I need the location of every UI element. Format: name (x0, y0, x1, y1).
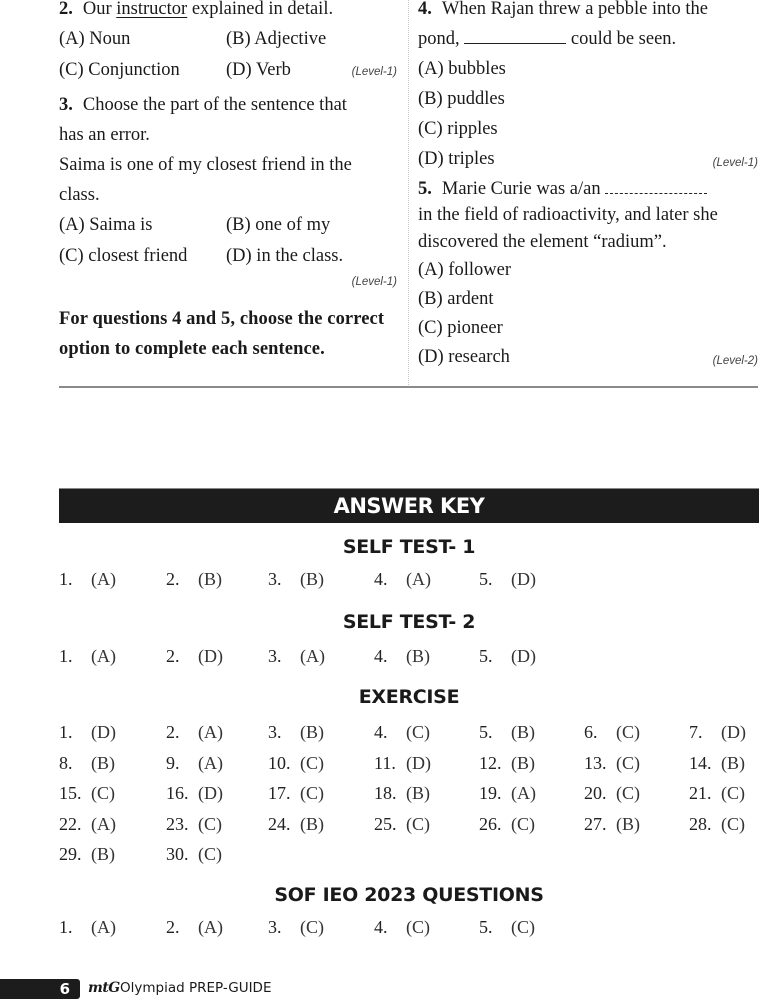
answer-option: (B) (511, 752, 535, 773)
answer-item (268, 812, 324, 836)
level-tag: (Level-2) (712, 355, 758, 367)
answer-item (166, 567, 222, 591)
answer-number: 29. (59, 844, 82, 864)
answer-number: 19. (479, 783, 502, 803)
answer-option: (C) (616, 752, 640, 773)
answer-item (59, 720, 116, 744)
question-number: 5. (418, 179, 432, 199)
answer-number: 17. (268, 783, 291, 803)
answer-option: (D) (198, 646, 223, 666)
answer-number: 25. (374, 813, 397, 834)
answer-row (59, 842, 759, 873)
answer-option: (A) (91, 813, 116, 834)
answer-item (374, 567, 431, 591)
answer-option: (B) (406, 783, 430, 803)
answer-item (479, 567, 536, 591)
level-tag: (Level-1) (351, 276, 397, 288)
answer-option: (D) (198, 783, 223, 803)
answer-item (479, 751, 535, 775)
answer-item (59, 751, 115, 775)
section-title-self-test-2: SELF TEST- 2 (342, 611, 476, 633)
column-divider (408, 0, 409, 385)
answers-self-test-2 (59, 644, 759, 675)
answer-number: 21. (689, 783, 712, 803)
answer-option: (C) (721, 813, 745, 834)
answer-option: (C) (721, 783, 745, 803)
question-2-options-row-2 (59, 55, 397, 86)
right-column (418, 0, 758, 372)
option-a: (A) Noun (59, 29, 131, 49)
answer-number: 5. (479, 722, 493, 742)
question-2-options-row-1 (59, 24, 397, 55)
answer-row (59, 812, 759, 843)
answer-option: (B) (406, 646, 430, 666)
answer-item (479, 915, 535, 939)
answer-number: 10. (268, 752, 291, 773)
answer-item (268, 567, 324, 591)
page-number: 6 (0, 979, 80, 999)
option-d: (D) research (Level-2) (418, 343, 758, 372)
answer-number: 4. (374, 569, 388, 589)
answer-number: 13. (584, 752, 607, 773)
answer-option: (B) (511, 722, 535, 742)
answer-number: 20. (584, 783, 607, 803)
answer-option: (C) (616, 783, 640, 803)
answer-item (689, 751, 745, 775)
answer-option: (D) (406, 752, 431, 773)
level-tag: (Level-1) (351, 66, 397, 78)
answer-number: 2. (166, 569, 180, 589)
answer-number: 3. (268, 646, 282, 666)
answer-number: 11. (374, 752, 396, 773)
answers-exercise (59, 720, 759, 873)
answer-option: (A) (511, 783, 536, 803)
answer-number: 16. (166, 783, 189, 803)
answer-item (59, 915, 116, 939)
section-title-exercise: EXERCISE (358, 686, 460, 708)
answer-item (584, 781, 640, 805)
answer-item (59, 567, 116, 591)
question-5-stem: 5. Marie Curie was a/an (418, 176, 758, 202)
answers-sof-ieo-2023 (59, 915, 759, 946)
answer-option: (C) (406, 917, 430, 937)
answer-number: 2. (166, 646, 180, 666)
question-4-stem: 4. When Rajan threw a pebble into the (418, 0, 708, 19)
answer-item (374, 644, 430, 668)
answer-option: (C) (511, 917, 535, 937)
answer-option: (C) (91, 783, 115, 803)
answer-option: (A) (91, 646, 116, 666)
answer-item (689, 720, 746, 744)
answer-item (374, 812, 430, 836)
answer-option: (D) (511, 646, 536, 666)
answer-item (268, 781, 324, 805)
answer-row (59, 644, 759, 675)
page-footer (0, 979, 759, 1000)
question-3-options-row-2 (59, 241, 397, 272)
answer-number: 3. (268, 722, 282, 742)
answer-item (479, 781, 536, 805)
answer-row (59, 720, 759, 751)
answer-option: (A) (198, 722, 223, 742)
answer-row (59, 751, 759, 782)
answer-option: (B) (616, 813, 640, 834)
fill-blank (464, 29, 566, 44)
underlined-word: instructor (116, 0, 188, 19)
answer-option: (C) (198, 813, 222, 834)
answer-number: 5. (479, 646, 493, 666)
answer-option: (B) (300, 813, 324, 834)
question-3-sentence: Saima is one of my closest friend in the (59, 155, 352, 175)
question-2-stem: 2. Our instructor explained in detail. (59, 0, 334, 19)
option-d: (D) in the class. (226, 246, 344, 266)
answer-number: 1. (59, 646, 73, 666)
answer-option: (C) (300, 917, 324, 937)
left-column (59, 0, 397, 364)
answer-number: 18. (374, 783, 397, 803)
answer-item (268, 915, 324, 939)
question-4-stem-line-2: pond, could be seen. (418, 29, 677, 49)
question-3-options-row-1 (59, 210, 397, 241)
answer-number: 4. (374, 646, 388, 666)
question-3-stem: 3. Choose the part of the sentence that (59, 95, 347, 115)
answer-item (479, 720, 535, 744)
option-b: (B) one of my (226, 215, 331, 235)
answer-option: (C) (300, 752, 324, 773)
answer-item (166, 812, 222, 836)
answer-number: 1. (59, 569, 73, 589)
option-a: (A) follower (418, 260, 511, 280)
option-a: (A) Saima is (59, 215, 153, 235)
answer-option: (A) (198, 917, 223, 937)
answer-item (166, 781, 223, 805)
answer-item (166, 644, 223, 668)
answer-option: (D) (721, 722, 746, 742)
instruction-line-2: option to complete each sentence. (59, 339, 325, 359)
answer-item (374, 720, 430, 744)
answer-option: (C) (406, 722, 430, 742)
answer-item (374, 915, 430, 939)
answer-option: (C) (198, 844, 222, 864)
question-3-sentence-end: class. (59, 185, 100, 205)
section-title-self-test-1: SELF TEST- 1 (342, 536, 476, 558)
answer-option: (B) (300, 569, 324, 589)
option-b: (B) ardent (418, 289, 494, 309)
answer-number: 14. (689, 752, 712, 773)
answer-number: 7. (689, 722, 703, 742)
answer-item (584, 812, 640, 836)
option-d: (D) Verb (226, 60, 291, 80)
answer-option: (A) (91, 569, 116, 589)
option-a: (A) bubbles (418, 59, 506, 79)
option-c: (C) ripples (418, 119, 498, 139)
question-number: 2. (59, 0, 73, 19)
answer-number: 22. (59, 813, 82, 834)
answer-number: 12. (479, 752, 502, 773)
answer-number: 30. (166, 844, 189, 864)
answer-number: 4. (374, 722, 388, 742)
question-number: 3. (59, 95, 73, 115)
question-number: 4. (418, 0, 432, 19)
answer-number: 5. (479, 569, 493, 589)
answer-number: 1. (59, 722, 73, 742)
answer-item (584, 720, 640, 744)
option-c: (C) Conjunction (59, 60, 180, 80)
option-d: (D) triples (Level-1) (418, 144, 758, 174)
question-3-stem-line: has an error. (59, 125, 150, 145)
answer-number: 3. (268, 569, 282, 589)
answer-row (59, 781, 759, 812)
answer-item (59, 812, 116, 836)
answer-option: (B) (721, 752, 745, 773)
answer-row (59, 567, 759, 598)
answer-item (268, 644, 325, 668)
answer-number: 1. (59, 917, 73, 937)
answer-option: (A) (300, 646, 325, 666)
instruction-line-1: For questions 4 and 5, choose the correct (59, 309, 385, 329)
answer-item (479, 644, 536, 668)
answer-item (689, 812, 745, 836)
answer-number: 26. (479, 813, 502, 834)
answer-option: (B) (198, 569, 222, 589)
question-5-stem-line-3: discovered the element “radium”. (418, 232, 667, 252)
answer-item (374, 751, 431, 775)
answer-number: 15. (59, 783, 82, 803)
answer-item (166, 751, 223, 775)
answer-number: 6. (584, 722, 598, 742)
answer-item (584, 751, 640, 775)
answer-option: (C) (511, 813, 535, 834)
answer-number: 2. (166, 917, 180, 937)
answer-option: (C) (616, 722, 640, 742)
answer-option: (A) (406, 569, 431, 589)
answer-number: 8. (59, 752, 73, 773)
answer-number: 2. (166, 722, 180, 742)
answer-number: 5. (479, 917, 493, 937)
section-title-sof-ieo-2023: SOF IEO 2023 QUESTIONS (274, 884, 544, 906)
answer-option: (D) (511, 569, 536, 589)
answer-item (479, 812, 535, 836)
answer-option: (B) (300, 722, 324, 742)
mtg-logo: mtG (88, 980, 120, 996)
answer-item (59, 842, 115, 866)
answer-number: 28. (689, 813, 712, 834)
answers-self-test-1 (59, 567, 759, 598)
answer-item (268, 751, 324, 775)
answer-item (374, 781, 430, 805)
fill-blank (605, 179, 707, 194)
answer-row (59, 915, 759, 946)
answer-item (166, 915, 223, 939)
option-b: (B) puddles (418, 89, 505, 109)
answer-item (689, 781, 745, 805)
answer-item (166, 720, 223, 744)
answer-item (59, 644, 116, 668)
answer-key-banner: ANSWER KEY (59, 488, 759, 523)
answer-number: 24. (268, 813, 291, 834)
option-c: (C) pioneer (418, 318, 503, 338)
section-divider (59, 386, 758, 388)
answer-option: (C) (406, 813, 430, 834)
level-tag: (Level-1) (712, 157, 758, 169)
answer-number: 4. (374, 917, 388, 937)
answer-item (59, 781, 115, 805)
answer-option: (B) (91, 844, 115, 864)
answer-option: (B) (91, 752, 115, 773)
answer-option: (A) (91, 917, 116, 937)
answer-number: 9. (166, 752, 180, 773)
option-b: (B) Adjective (226, 29, 327, 49)
footer-title: Olympiad PREP-GUIDE (120, 980, 272, 996)
question-5-stem-line-2: in the field of radioactivity, and later she (418, 205, 718, 225)
answer-item (268, 720, 324, 744)
answer-item (166, 842, 222, 866)
option-c: (C) closest friend (59, 246, 188, 266)
question-3-level-row (59, 272, 397, 298)
answer-number: 23. (166, 813, 189, 834)
answer-option: (C) (300, 783, 324, 803)
answer-option: (D) (91, 722, 116, 742)
answer-number: 3. (268, 917, 282, 937)
answer-option: (A) (198, 752, 223, 773)
answer-number: 27. (584, 813, 607, 834)
